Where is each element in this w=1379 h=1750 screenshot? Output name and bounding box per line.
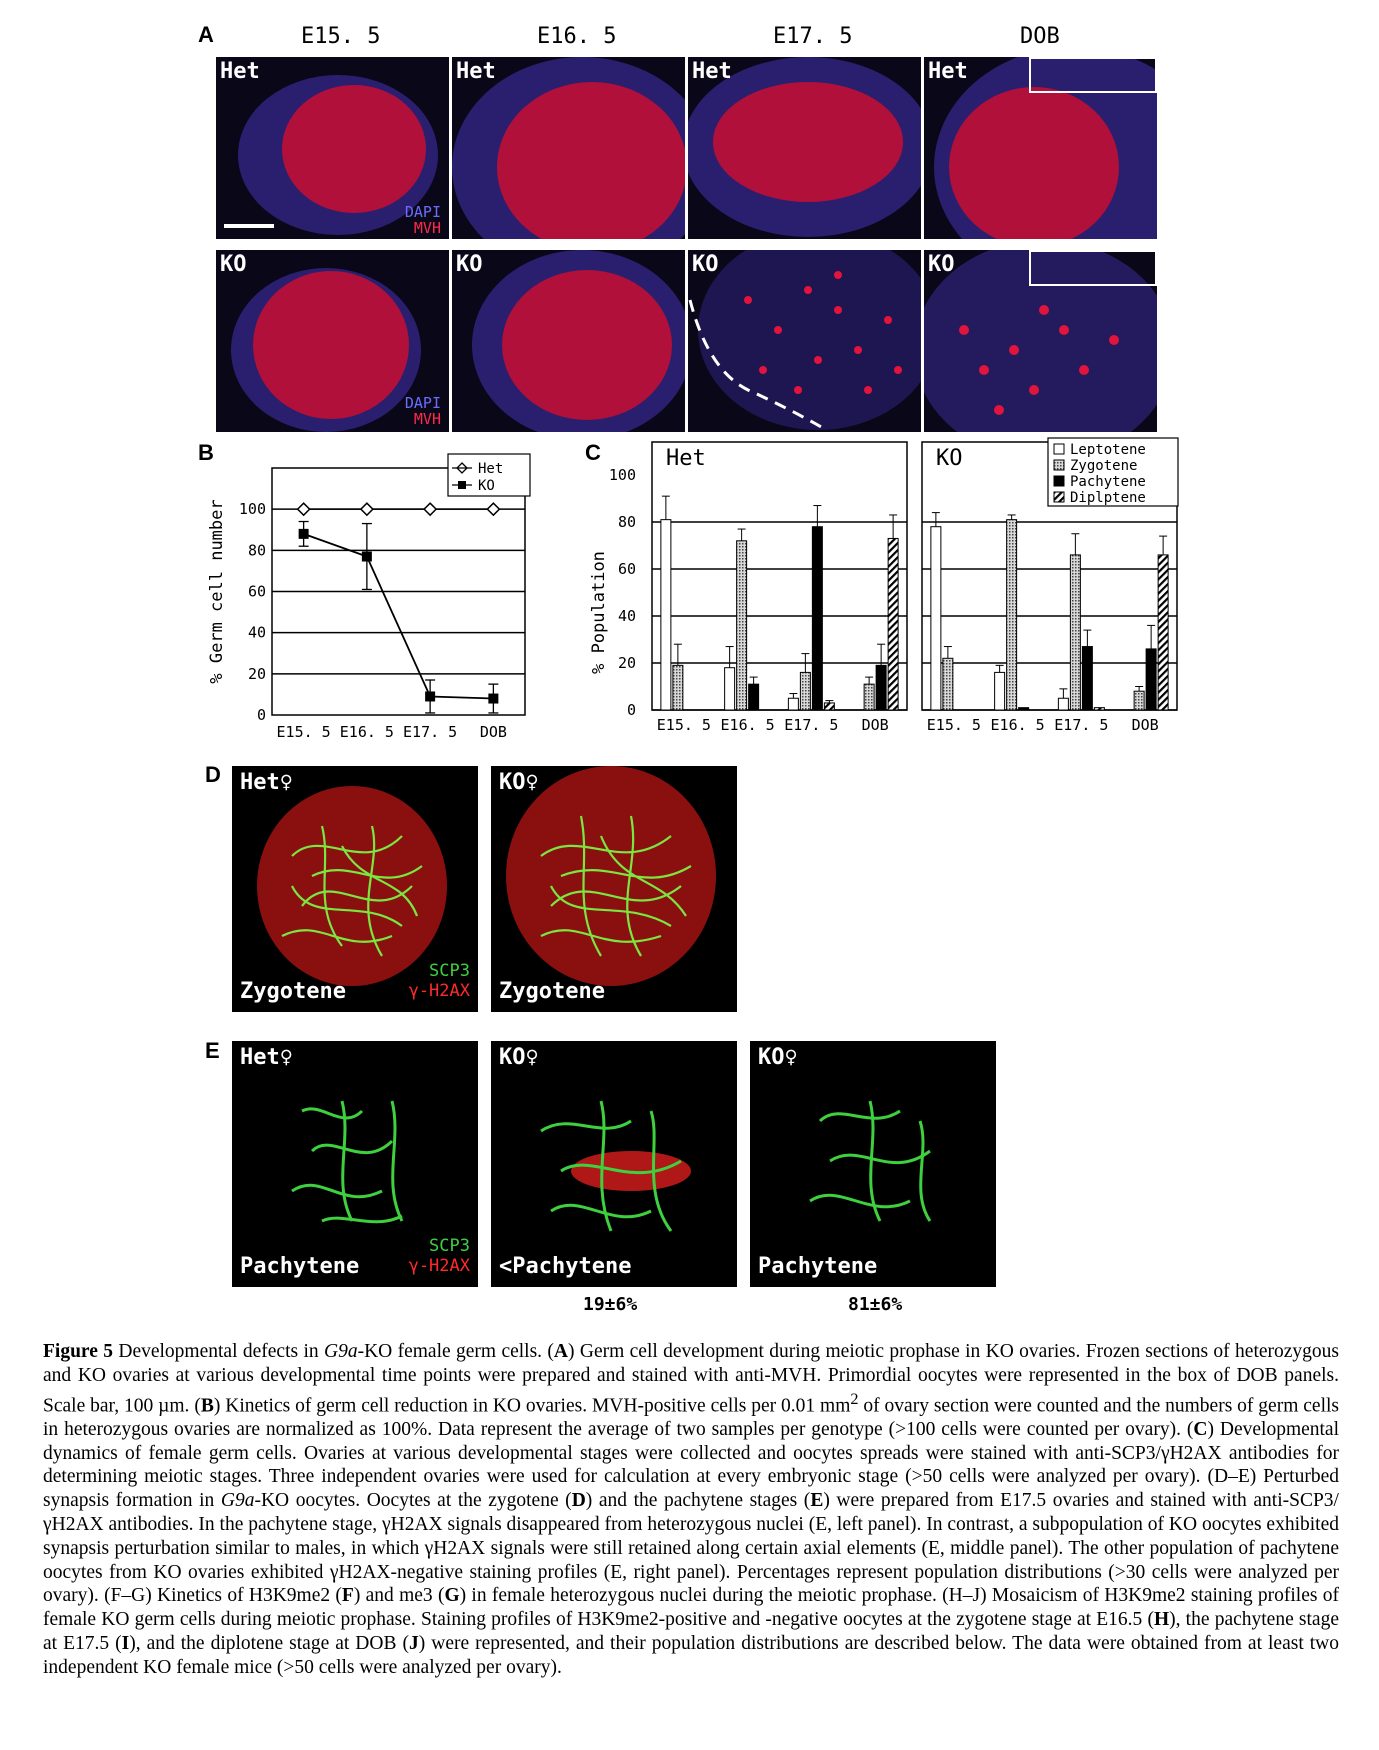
stage-label: Zygotene — [499, 979, 605, 1004]
genotype-tag: Het♀ — [240, 1045, 293, 1070]
stain-mvh: MVH — [413, 410, 441, 428]
y-tick-label: 80 — [247, 541, 266, 560]
percent-ko-1: 19±6% — [583, 1294, 638, 1315]
bar-leptotene — [788, 698, 798, 710]
stage-label: Pachytene — [240, 1254, 360, 1279]
y-tick-label: 80 — [617, 513, 636, 531]
legend-label-het: Het — [478, 461, 504, 477]
group-title: Het — [666, 446, 706, 471]
spread-e-het — [232, 1041, 478, 1287]
data-point-ko — [362, 552, 372, 562]
y-tick-label: 40 — [247, 623, 266, 642]
row-label-ko: KO — [220, 252, 247, 277]
legend-swatch — [1054, 444, 1064, 454]
genotype-tag: KO♀ — [499, 1045, 539, 1070]
bar-leptotene — [661, 520, 671, 710]
row-label-het: Het — [220, 59, 260, 84]
micrograph-het-e16 — [452, 57, 685, 239]
panel-e-label: E — [205, 1038, 220, 1063]
plot-frame — [652, 442, 907, 710]
scale-bar — [224, 224, 274, 228]
bar-zygotene — [1007, 520, 1017, 710]
percent-ko-2: 81±6% — [848, 1294, 903, 1315]
col-title-e15: E15. 5 — [301, 24, 381, 49]
col-title-e17: E17. 5 — [773, 24, 853, 49]
data-point-het — [487, 503, 499, 515]
inset-box — [1029, 250, 1157, 286]
data-point-het — [361, 503, 373, 515]
row-label-ko: KO — [692, 252, 719, 277]
bar-leptotene — [995, 672, 1005, 710]
stain-h2ax: γ-H2AX — [408, 1256, 470, 1276]
data-point-ko — [488, 694, 498, 704]
group-title: KO — [936, 446, 963, 471]
panel-d-label: D — [205, 762, 221, 787]
stain-scp3: SCP3 — [429, 1236, 470, 1256]
legend-swatch — [1054, 492, 1064, 502]
ovary-image — [688, 57, 921, 239]
genotype-tag: KO♀ — [758, 1045, 798, 1070]
data-point-ko — [299, 529, 309, 539]
panel-b-label: B — [198, 440, 214, 465]
figure-caption — [43, 1340, 1339, 1680]
spread-d-ko — [491, 766, 737, 1012]
row-label-het: Het — [456, 59, 496, 84]
bar-pachytene — [812, 527, 822, 710]
y-tick-label: 60 — [247, 582, 266, 601]
bar-diplotene — [1158, 555, 1168, 710]
bar-leptotene — [931, 527, 941, 710]
chart-germ-cell-number — [200, 450, 540, 750]
col-title-e16: E16. 5 — [537, 24, 617, 49]
spread-e-ko-1 — [491, 1041, 737, 1287]
panel-a-label: A — [198, 22, 214, 47]
gene-name: G9a — [220, 1490, 255, 1512]
ovary-image — [452, 57, 685, 239]
legend-swatch — [1054, 476, 1064, 486]
stage-label: Zygotene — [240, 979, 346, 1004]
x-tick-label: E17. 5 — [403, 723, 458, 741]
stage-label: <Pachytene — [499, 1254, 632, 1279]
genotype-tag: Het♀ — [240, 770, 293, 795]
ovary-image — [688, 250, 921, 432]
stain-h2ax: γ-H2AX — [408, 981, 470, 1001]
x-tick-label: E15. 5 — [656, 716, 711, 734]
genotype-tag: KO♀ — [499, 770, 539, 795]
panel-c-label: C — [585, 440, 601, 465]
data-point-het — [424, 503, 436, 515]
micrograph-ko-e16 — [452, 250, 685, 432]
bar-diplotene — [1094, 708, 1104, 710]
ovary-image — [452, 250, 685, 432]
bar-zygotene — [673, 665, 683, 710]
bar-zygotene — [864, 684, 874, 710]
row-label-ko: KO — [928, 252, 955, 277]
bar-pachytene — [749, 684, 759, 710]
legend-label-ko: KO — [478, 478, 495, 494]
row-label-het: Het — [928, 59, 968, 84]
stain-dapi: DAPI — [404, 203, 441, 221]
x-tick-label: E16. 5 — [339, 723, 394, 741]
bar-pachytene — [1082, 647, 1092, 710]
y-axis-label: % Germ cell number — [207, 499, 227, 684]
x-tick-label: DOB — [1131, 716, 1159, 734]
row-label-ko: KO — [456, 252, 483, 277]
legend-label: Leptotene — [1070, 442, 1146, 458]
bar-zygotene — [1134, 691, 1144, 710]
micrograph-het-e17 — [688, 57, 921, 239]
x-tick-label: DOB — [479, 723, 507, 741]
bar-diplotene — [888, 538, 898, 710]
inset-box — [1029, 57, 1157, 93]
chromosome-spread-image — [750, 1041, 996, 1287]
bar-diplotene — [824, 703, 834, 710]
chart-meiotic-population — [580, 435, 1180, 750]
spread-d-het — [232, 766, 478, 1012]
y-tick-label: 100 — [238, 500, 266, 519]
bar-zygotene — [800, 672, 810, 710]
stain-dapi: DAPI — [404, 394, 441, 412]
micrograph-ko-dob — [924, 250, 1157, 432]
legend — [1048, 438, 1178, 506]
bar-zygotene — [1070, 555, 1080, 710]
y-tick-label: 20 — [617, 654, 636, 672]
y-tick-label: 100 — [608, 466, 636, 484]
data-point-ko — [425, 691, 435, 701]
x-tick-label: E15. 5 — [926, 716, 981, 734]
legend — [448, 454, 530, 496]
y-tick-label: 40 — [617, 607, 636, 625]
bar-pachytene — [1019, 708, 1029, 710]
bar-zygotene — [943, 658, 953, 710]
x-tick-label: E17. 5 — [1054, 716, 1109, 734]
x-tick-label: E15. 5 — [276, 723, 331, 741]
row-label-het: Het — [692, 59, 732, 84]
spread-e-ko-2 — [750, 1041, 996, 1287]
bar-leptotene — [725, 668, 735, 710]
stain-mvh: MVH — [413, 219, 441, 237]
col-title-dob: DOB — [1020, 24, 1060, 49]
x-tick-label: E16. 5 — [720, 716, 775, 734]
bar-pachytene — [1146, 649, 1156, 710]
y-tick-label: 0 — [256, 706, 266, 724]
caption-text: Figure 5 Developmental defects in G9a-KO female germ cells. (A) Germ cell development during meiotic prophase in KO ovaries. Frozen sections of heterozygous and KO ovaries at various developmental time points were prepared and stained with anti-MVH. Primordial oocytes were represented in the box of DOB panels. Scale bar, 100 µm. (B) Kinetics of germ cell reduction in KO ovaries. MVH-positive cells per 0.01 $mm^2$ of ovary section were counted and the numbers of germ cells in heterozygous ovaries are normalized as 100%. Data represent the average of two samples per genotype (>100 cells were counted per ovary). (C) Developmental dynamics of female germ cells. Ovaries at various developmental stages were collected and oocytes spreads were stained with anti-SCP3/γH2AX antibodies for determining meiotic stages. Three independent ovaries were used for calculation at every embryonic stage (>50 cells were analyzed per ovary). (D–E) Perturbed synapsis formation in G9a-KO oocytes. Oocytes at the zygotene (D) and the pachytene stages (E) were prepared from E17.5 ovaries and stained with anti-SCP3/γH2AX antibodies. In the pachytene stage, γH2AX signals disappeared from heterozygous nuclei (E, left panel). In contrast, a subpopulation of KO oocytes exhibited synapsis perturbation similar to males, in which γH2AX signals were still retained along certain axial elements (E, middle panel). The other population of pachytene oocytes from KO ovaries exhibited γH2AX-negative staining profiles (E, right panel). Percentages represent population distributions (>30 cells were analyzed per ovary). (F–G) Kinetics of H3K9me2 (F) and me3 (G) in female heterozygous nuclei during the meiotic prophase. (H–J) Mosaicism of H3K9me2 staining profiles of female KO germ cells during meiotic prophase. Staining profiles of H3K9me2-positive and -negative oocytes at the zygotene stage at E16.5 (H), the pachytene stage at E17.5 (I), and the diplotene stage at DOB (J) were represented, and their population distributions are described below. The data were obtained from at least two independent KO female mice (>50 cells were analyzed per ovary). — [43, 1341, 1340, 1678]
x-tick-label: DOB — [861, 716, 889, 734]
micrograph-het-dob — [924, 57, 1157, 239]
y-tick-label: 60 — [617, 560, 636, 578]
bar-leptotene — [1058, 698, 1068, 710]
data-point-het — [298, 503, 310, 515]
x-tick-label: E17. 5 — [784, 716, 839, 734]
y-axis-label: % Population — [589, 551, 609, 674]
legend-label: Pachytene — [1070, 474, 1146, 490]
x-tick-label: E16. 5 — [990, 716, 1045, 734]
gene-name: G9a — [323, 1341, 358, 1362]
bar-zygotene — [737, 541, 747, 710]
micrograph-het-e15 — [216, 57, 449, 239]
bar-pachytene — [876, 665, 886, 710]
group-het — [652, 442, 907, 734]
legend-swatch — [1054, 460, 1064, 470]
y-tick-label: 0 — [626, 701, 636, 719]
micrograph-ko-e15 — [216, 250, 449, 432]
caption-lead: Figure 5 — [43, 1341, 113, 1362]
y-tick-label: 20 — [247, 664, 266, 683]
legend-label: Zygotene — [1070, 458, 1138, 474]
stage-label: Pachytene — [758, 1254, 878, 1279]
chromosome-spread-image — [491, 1041, 737, 1287]
legend-label: Diplptene — [1070, 490, 1146, 506]
micrograph-ko-e17 — [688, 250, 921, 432]
chromosome-spread-image — [491, 766, 737, 1012]
stain-scp3: SCP3 — [429, 961, 470, 981]
